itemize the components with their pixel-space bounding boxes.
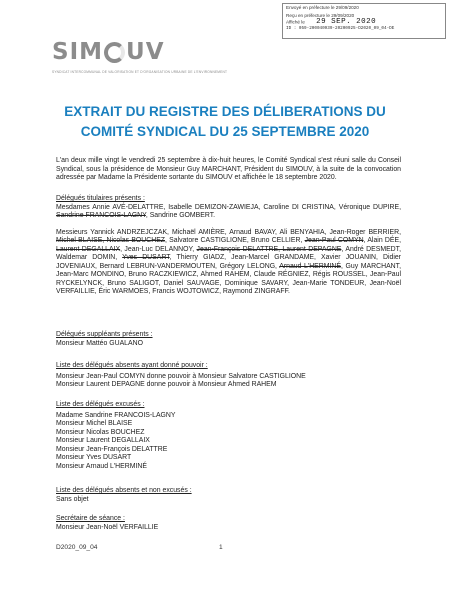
- excuses-heading: Liste des délégués excusés :: [56, 401, 145, 408]
- stamp-sent-line: Envoyé en préfecture le 29/09/2020: [286, 5, 359, 10]
- pouvoir-item: Monsieur Jean-Paul COMYN donne pouvoir à Monsieur Salvatore CASTIGLIONE: [56, 372, 306, 380]
- messieurs-struck-2: Jean-Paul COMYN: [304, 237, 364, 244]
- non-excuses-section: [56, 487, 401, 504]
- prefecture-stamp: [282, 3, 446, 39]
- excuse-item: Monsieur Nicolas BOUCHEZ: [56, 428, 145, 436]
- messieurs-struck-3: Laurent DEGALLAIX: [56, 245, 121, 253]
- suppleant-item: Monsieur Mattéo GUALANO: [56, 339, 143, 347]
- stamp-received-line: Reçu en préfecture le 29/09/2020: [286, 12, 355, 18]
- excuse-item: Monsieur Jean-François DELATTRE: [56, 445, 168, 453]
- mesdames-list-end: , Sandrine GOMBERT.: [145, 212, 216, 219]
- pouvoirs-heading: Liste des délégués absents ayant donné pouvoir :: [56, 362, 208, 369]
- messieurs-struck-5: Yves DUSART: [122, 254, 170, 261]
- pouvoir-item: Monsieur Laurent DEPAGNE donne pouvoir à Monsieur Ahmed RAHEM: [56, 381, 277, 388]
- non-excuses-value: Sans objet: [56, 495, 89, 503]
- stamp-posted-label: Affiché le: [286, 19, 305, 25]
- stamp-id-line: ID : 059-200040939-20200925-D2020_09_04-DE: [286, 26, 395, 32]
- excuse-item: Monsieur Yves DUSART: [56, 454, 132, 461]
- excuse-item: Monsieur Laurent DEGALLAIX: [56, 437, 150, 444]
- excuse-item: Madame Sandrine FRANCOIS-LAGNY: [56, 411, 176, 419]
- messieurs-struck-6: Arnaud L'HERMINÉ: [279, 262, 341, 270]
- excuses-section: [56, 401, 401, 471]
- suppleants-heading: Délégués suppléants présents :: [56, 331, 153, 338]
- page-number: 1: [219, 544, 223, 551]
- logo-ring-icon: [104, 42, 125, 63]
- secretaire-heading: Secrétaire de séance :: [56, 515, 125, 522]
- excuse-item: Monsieur Arnaud L'HERMINÉ: [56, 462, 147, 470]
- messieurs-struck-1: Michel BLAISE, Nicolas BOUCHEZ: [56, 237, 166, 244]
- document-title-line2: COMITÉ SYNDICAL DU 25 SEPTEMBRE 2020: [80, 124, 370, 139]
- logo-text-start: SIM: [52, 39, 104, 65]
- messieurs-struck-4: Jean-François DELATTRE, Laurent DEPAGNE: [196, 245, 342, 253]
- document-title-line1: EXTRAIT DU REGISTRE DES DÉLIBERATIONS DU: [64, 104, 386, 119]
- footer-reference: D2020_09_04: [56, 544, 98, 551]
- mesdames-struck-name: Sandrine FRANCOIS-LAGNY: [56, 212, 146, 219]
- messieurs-list-e: , André DESMEDT, Waldemar DOMIN,: [56, 245, 401, 261]
- intro-paragraph: [56, 157, 401, 183]
- suppleants-section: [56, 331, 401, 348]
- secretaire-value: Monsieur Jean-Noël VERFAILLIE: [56, 523, 159, 531]
- mesdames-label: Mesdames: [56, 203, 90, 211]
- messieurs-list-a: Yannick ANDRZEJCZAK, Michaël AMIÈRE, Arnaud BAVAY, Ali BENYAHIA, Jean-Roger BERRIER,: [90, 228, 401, 236]
- non-excuses-heading: Liste des délégués absents et non excusés :: [56, 487, 192, 494]
- logo-tagline: SYNDICAT INTERCOMMUNAL DE VALORISATION ET D'ORGANISATION URBAINE DE L'ENVIRONNEMENT: [52, 70, 228, 74]
- excuse-item: Monsieur Michel BLAISE: [56, 420, 133, 427]
- intro-text: L'an deux mille vingt le vendredi 25 septembre à dix-huit heures, le Comité Syndical s'est réuni salle du Conseil Syndical, sous la présidence de Monsieur Guy MARCHANT, Président du SIMOUV, à la suite de la convocation adressée par Madame la Présidente sortante du SIMOUV et affichée le 18 septembre 2020.: [56, 157, 401, 181]
- messieurs-list-b: , Salvatore CASTIGLIONE, Bruno CELLIER,: [165, 237, 303, 244]
- logo-text-end: UV: [126, 39, 165, 65]
- simouv-logo: [52, 40, 165, 64]
- stamp-posted-date: 29 SEP. 2020: [316, 18, 377, 27]
- secretaire-section: [56, 515, 401, 532]
- messieurs-label: Messieurs: [56, 228, 88, 236]
- titulaires-heading: Délégués titulaires présents :: [56, 195, 145, 202]
- messieurs-list-d: , Jean-Luc DELANNOY,: [120, 245, 195, 253]
- messieurs-list-f: , Thierry GIADZ, Jean-Marcel GRANDAME, Xavier JOUANIN, Didier JOVENIAUX, Bernard LEBRUN-VANDERMOUTEN, Grégory LELONG,: [56, 254, 401, 270]
- messieurs-list-c: , Alain DÉE,: [363, 237, 401, 244]
- pouvoirs-section: [56, 362, 401, 390]
- titulaires-section: [56, 195, 401, 297]
- messieurs-list-g: , Guy MARCHANT, Jean-Marc MONDINO, Bruno RACZKIEWICZ, Ahmed RAHEM, Claude RÉGNIEZ, Régis ROUSSEL, Jean-Paul RYCKELYNCK, Bruno SALIGOT, Daniel SAUVAGE, Dominique SAVARY, Jean-Marie TONDEUR, Jean-Noël VERFAILLIE, Éric WARMOES, Francis WOJTOWICZ, Raymond ZINGRAFF.: [56, 262, 401, 295]
- mesdames-list: Annie AVÉ-DELATTRE, Isabelle DEMIZON-ZAWIEJA, Caroline DI CRISTINA, Véronique DUPIRE,: [92, 203, 401, 211]
